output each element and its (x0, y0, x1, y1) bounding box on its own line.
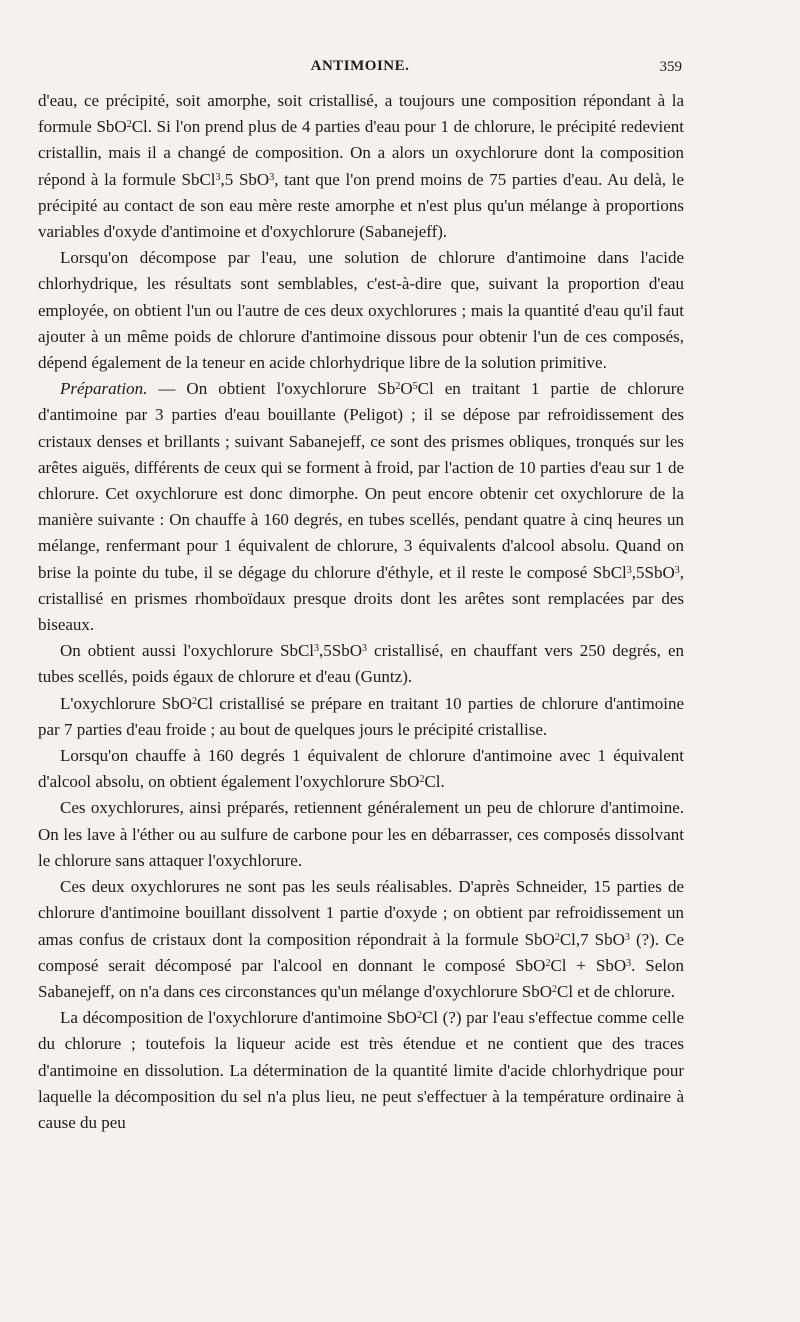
paragraph: Ces deux oxychlorures ne sont pas les seuls réalisables. D'après Schneider, 15 parties de chlorure d'antimoine bouillant dissolvent 1 partie d'oxyde ; on obtient par refroidissement un amas confus de cristaux dont la composition répondrait à la formule SbO$^2$Cl,7 SbO$^3$ (?). Ce composé serait décomposé par l'alcool en donnant le composé SbO$^2$Cl + SbO$^3$. Selon Sabanejeff, on n'a dans ces circonstances qu'un mélange d'oxychlorure SbO$^2$Cl et de chlorure. (38, 877, 684, 1001)
paragraph: Lorsqu'on décompose par l'eau, une solution de chlorure d'antimoine dans l'acide chlorhydrique, les résultats sont semblables, c'est-à-dire que, suivant la proportion d'eau employée, on obtient l'un ou l'autre de ces deux oxychlorures ; mais la quantité d'eau qu'il faut ajouter à un même poids de chlorure d'antimoine dissous pour obtenir l'un de ces composés, dépend également de la teneur en acide chlorhydrique libre de la solution primitive. (38, 248, 684, 373)
body-text (38, 88, 684, 1136)
paragraph: La décomposition de l'oxychlorure d'antimoine SbO$^2$Cl (?) par l'eau s'effectue comme celle du chlorure ; toutefois la liqueur acide est très étendue et ne contient que des traces d'antimoine en dissolution. La détermination de la quantité limite d'acide chlorhydrique pour laquelle la décomposition du sel n'a plus lieu, ne peut s'effectuer à la température ordinaire à cause du peu (38, 1008, 684, 1132)
section-heading: Préparation. (60, 379, 148, 399)
paragraph: L'oxychlorure SbO$^2$Cl cristallisé se prépare en traitant 10 parties de chlorure d'antimoine par 7 parties d'eau froide ; au bout de quelques jours le précipité cristallise. (38, 693, 684, 739)
page-header (38, 58, 682, 82)
paragraph: Préparation. — On obtient l'oxychlorure $Sb^2O^5Cl$ en traitant 1 partie de chlorure d'antimoine par 3 parties d'eau bouillante (Peligot) ; il se dépose par refroidissement des cristaux denses et brillants ; suivant Sabanejeff, ce sont des prismes obliques, tronqués sur les arêtes aiguës, différents de ceux qui se forment à froid, par l'action de 10 parties d'eau sur 1 de chlorure. Cet oxychlorure est donc dimorphe. On peut encore obtenir cet oxychlorure de la manière suivante : On chauffe à 160 degrés, en tubes scellés, pendant quatre à cinq heures un mélange, renfermant pour 1 équivalent de chlorure, 3 équivalents d'alcool absolu. Quand on brise la pointe du tube, il se dégage du chlorure d'éthyle, et il reste le composé SbCl$^3$,5SbO$^3$, cristallisé en prismes rhomboïdaux presque droits dont les arêtes sont remplacées par des biseaux. (38, 379, 684, 635)
page-number: 359 (659, 59, 682, 75)
running-title: ANTIMOINE. (310, 58, 410, 74)
paragraph: On obtient aussi l'oxychlorure SbCl$^3$,5SbO$^3$ cristallisé, en chauffant vers 250 degrés, en tubes scellés, poids égaux de chlorure et d'eau (Guntz). (38, 641, 684, 687)
paragraph: d'eau, ce précipité, soit amorphe, soit cristallisé, a toujours une composition répondant à la formule SbO$^2$Cl. Si l'on prend plus de 4 parties d'eau pour 1 de chlorure, le précipité redevient cristallin, mais il a changé de composition. On a alors un oxychlorure dont la composition répond à la formule SbCl$^3$,5 SbO$^3$, tant que l'on prend moins de 75 parties d'eau. Au delà, le précipité au contact de son eau mère reste amorphe et n'est plus qu'un mélange à proportions variables d'oxyde d'antimoine et d'oxychlorure (Sabanejeff). (38, 91, 685, 242)
paragraph: Lorsqu'on chauffe à 160 degrés 1 équivalent de chlorure d'antimoine avec 1 équivalent d'alcool absolu, on obtient également l'oxychlorure SbO$^2$Cl. (38, 746, 684, 792)
paragraph: Ces oxychlorures, ainsi préparés, retiennent généralement un peu de chlorure d'antimoine. On les lave à l'éther ou au sulfure de carbone pour les en débarrasser, ces composés dissolvant le chlorure sans attaquer l'oxychlorure. (38, 798, 684, 870)
